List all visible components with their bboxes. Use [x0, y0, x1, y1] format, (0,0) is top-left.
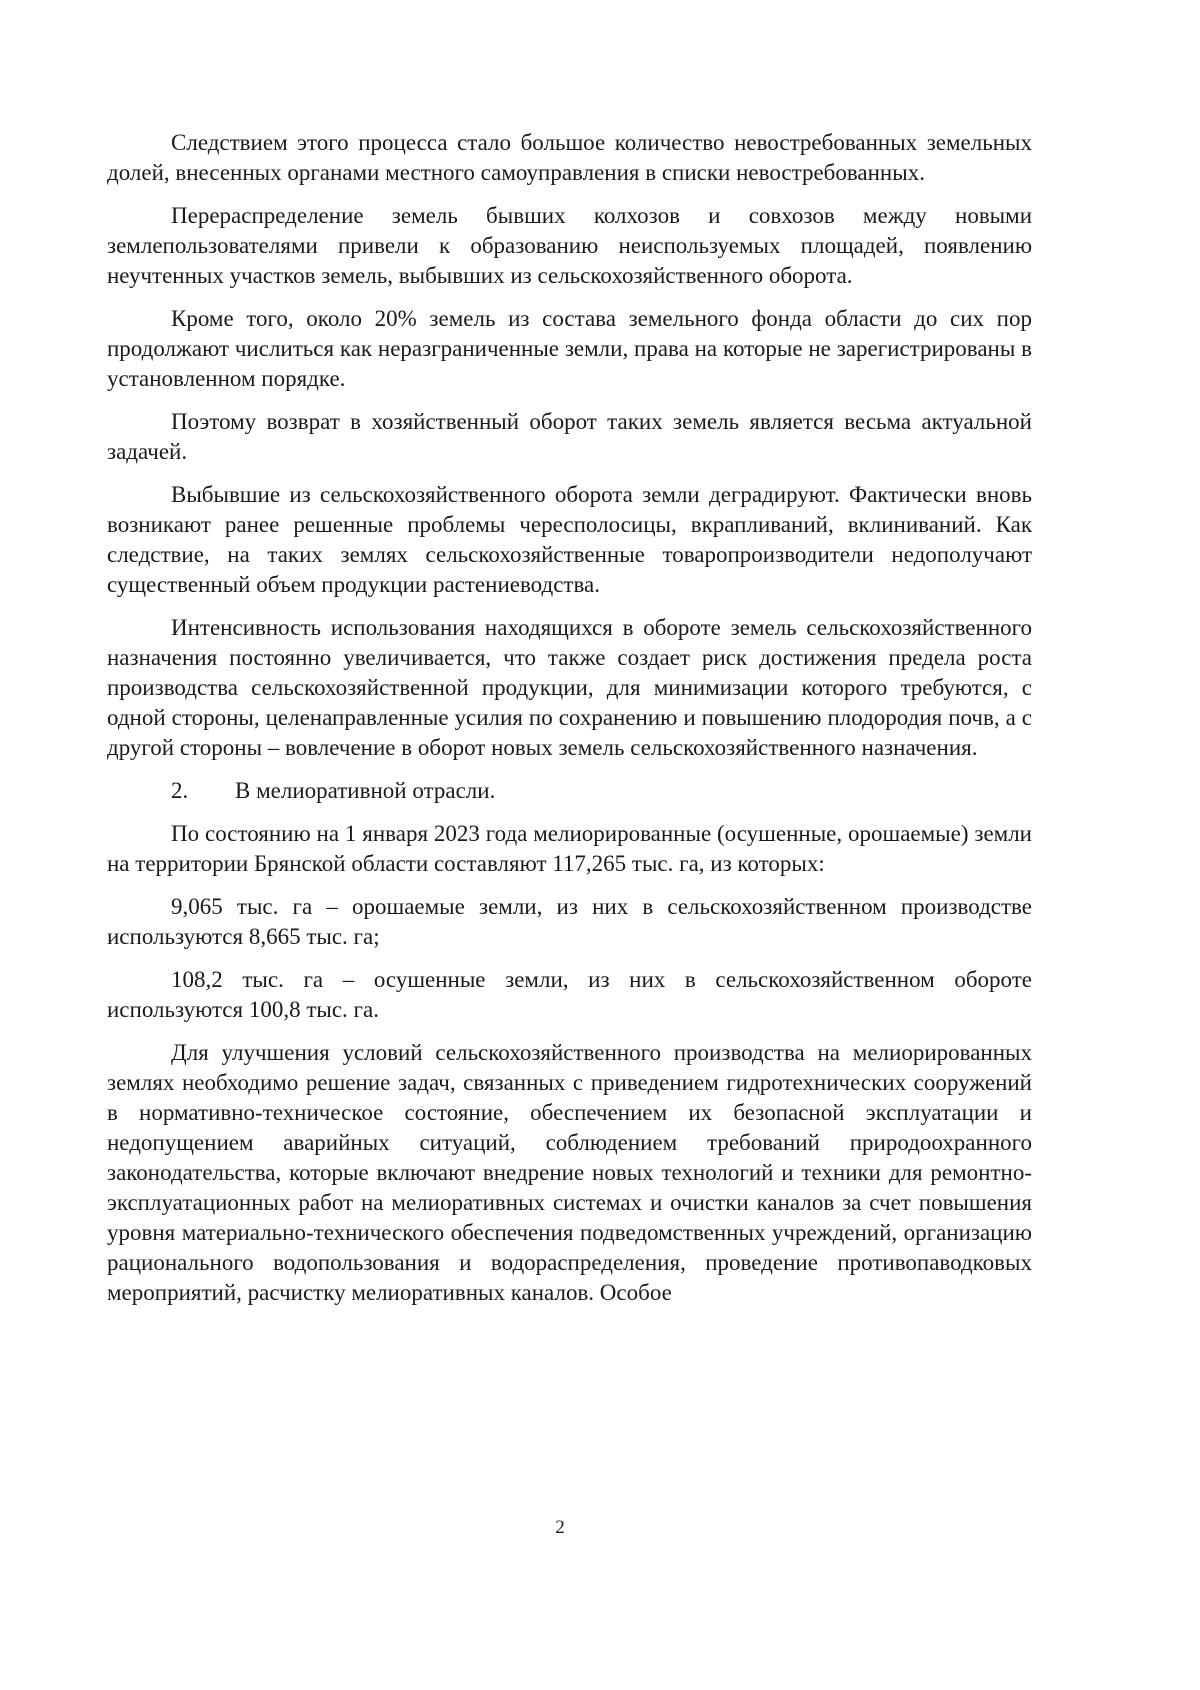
paragraph-5: Выбывшие из сельскохозяйственного оборота земли деградируют. Фактически вновь возникают ранее решенные проблемы чересполосицы, вкрапливаний, вклиниваний. Как следствие, на таких землях сельскохозяйственные товаропроизводители недополучают существенный объем продукции растениеводства.	[107, 482, 1032, 597]
paragraph-4: Поэтому возврат в хозяйственный оборот таких земель является весьма актуальной задачей.	[107, 409, 1032, 464]
paragraph-6: Интенсивность использования находящихся в обороте земель сельскохозяйственного назначения постоянно увеличивается, что также создает риск достижения предела роста производства сельскохозяйственной продукции, для минимизации которого требуются, с одной стороны, целенаправленные усилия по сохранению и повышению плодородия почв, а с другой стороны – вовлечение в оборот новых земель сельскохозяйственного назначения.	[107, 615, 1032, 760]
section-heading	[107, 776, 1032, 806]
page-number: 2	[555, 1517, 565, 1538]
paragraph-3: Кроме того, около 20% земель из состава земельного фонда области до сих пор продолжают числиться как неразграниченные земли, права на которые не зарегистрированы в установленном порядке.	[107, 306, 1032, 391]
section-title: В мелиоративной отрасли.	[235, 778, 496, 803]
paragraph-7: По состоянию на 1 января 2023 года мелиорированные (осушенные, орошаемые) земли на территории Брянской области составляют 117,265 тыс. га, из которых:	[107, 821, 1032, 876]
paragraph-8: 9,065 тыс. га – орошаемые земли, из них в сельскохозяйственном производстве используются 8,665 тыс. га;	[107, 894, 1032, 949]
paragraph-2: Перераспределение земель бывших колхозов и совхозов между новыми землепользователями привели к образованию неиспользуемых площадей, появлению неучтенных участков земель, выбывших из сельскохозяйственного оборота.	[107, 203, 1032, 288]
paragraph-10: Для улучшения условий сельскохозяйственного производства на мелиорированных землях необходимо решение задач, связанных с приведением гидротехнических сооружений в нормативно-техническое состояние, обеспечением их безопасной эксплуатации и недопущением аварийных ситуаций, соблюдением требований природоохранного законодательства, которые включают внедрение новых технологий и техники для ремонтно-эксплуатационных работ на мелиоративных системах и очистки каналов за счет повышения уровня материально-технического обеспечения подведомственных учреждений, организацию рационального водопользования и водораспределения, проведение противопаводковых мероприятий, расчистку мелиоративных каналов. Особое	[107, 1040, 1032, 1305]
paragraph-9: 108,2 тыс. га – осушенные земли, из них в сельскохозяйственном обороте используются 100,8 тыс. га.	[107, 967, 1032, 1022]
paragraph-1: Следствием этого процесса стало большое количество невостребованных земельных долей, внесенных органами местного самоуправления в списки невостребованных.	[107, 130, 1032, 185]
body-text	[107, 128, 1032, 1321]
section-number: 2.	[171, 778, 189, 803]
